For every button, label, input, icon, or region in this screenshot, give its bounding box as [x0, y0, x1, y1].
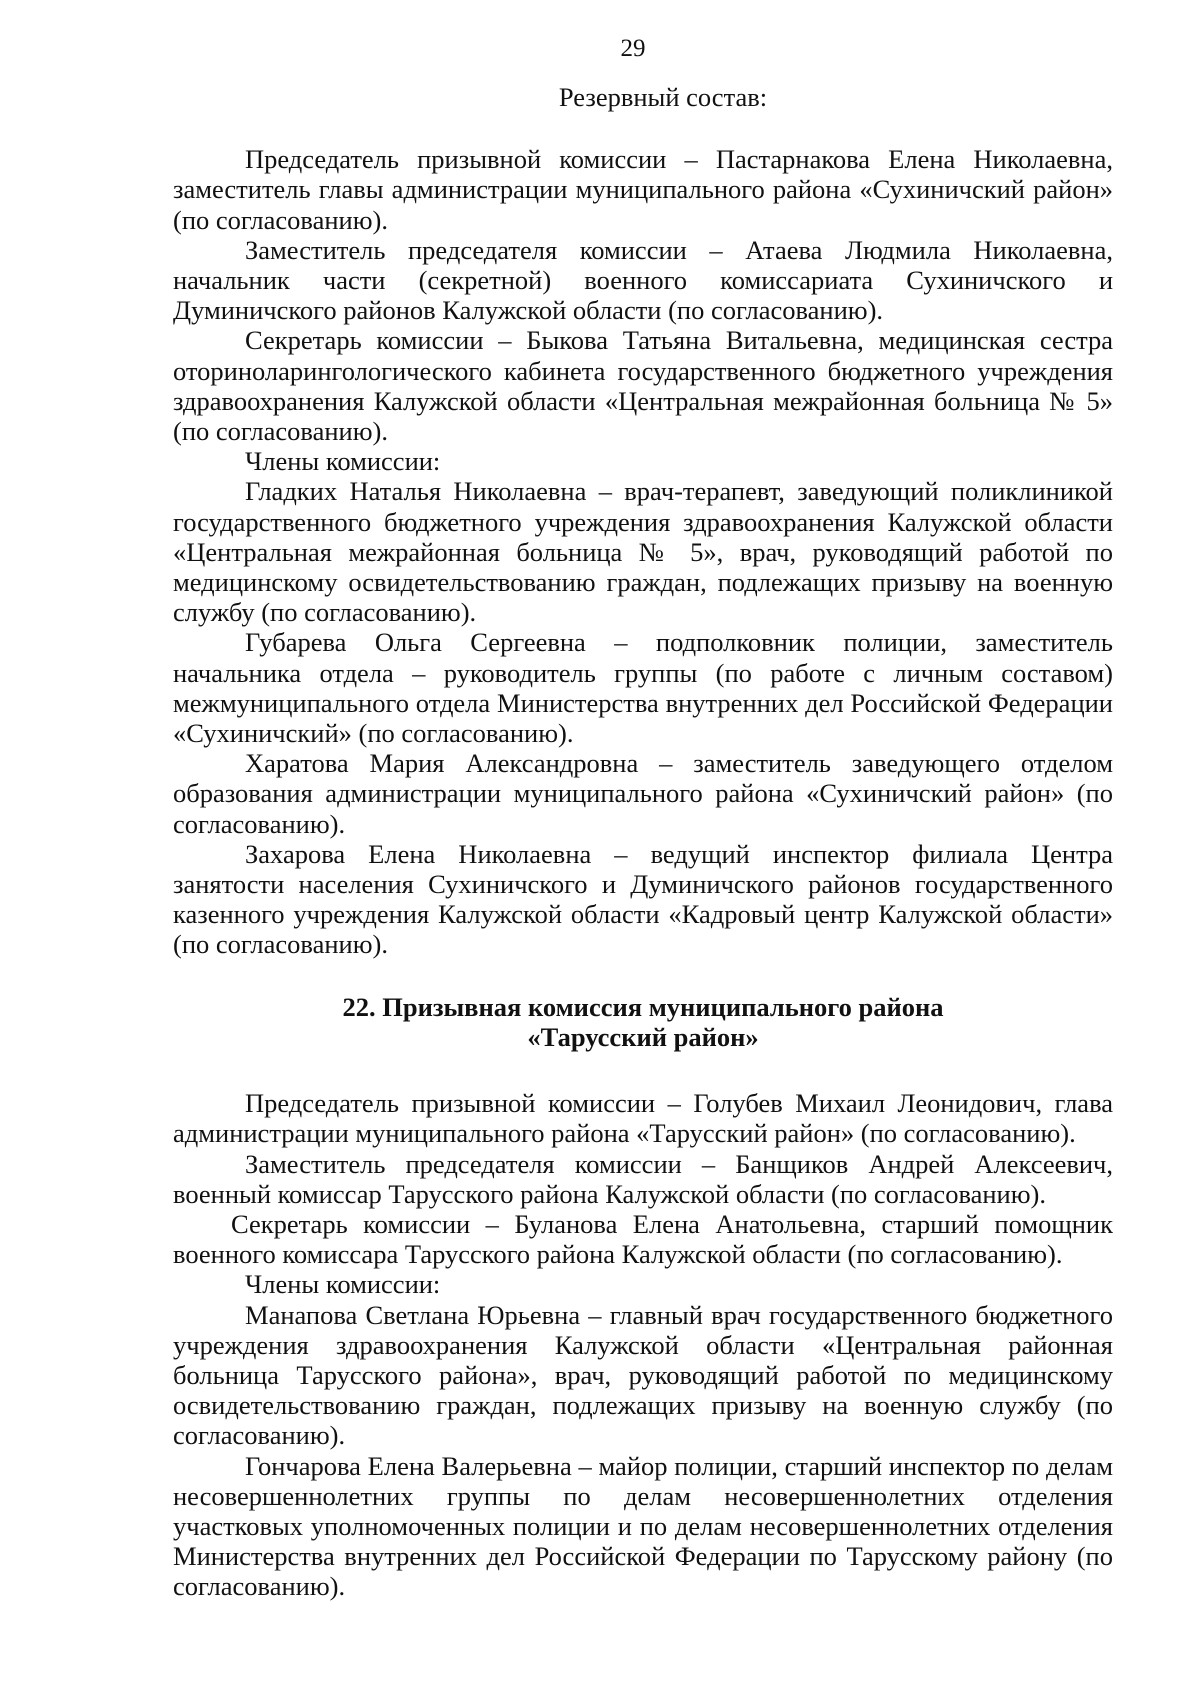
- reserve-member: Харатова Мария Александровна – заместитель заведующего отделом образования администрации муниципального района «Сухиничский район» (по согласованию).: [173, 748, 1113, 839]
- reserve-members-label: Члены комиссии:: [245, 446, 441, 477]
- section-22-member: Гончарова Елена Валерьевна – майор полиции, старший инспектор по делам несовершеннолетних группы по делам несовершеннолетних отделения участковых уполномоченных полиции и по делам несовершеннолетних отделения Министерства внутренних дел Российской Федерации по Тарусскому району (по согласованию).: [173, 1450, 1113, 1602]
- reserve-deputy: Заместитель председателя комиссии – Атаева Людмила Николаевна, начальник части (секретной) военного комиссариата Сухиничского и Думиничского районов Калужской области (по согласованию).: [173, 234, 1113, 326]
- section-22-secretary: Секретарь комиссии – Буланова Елена Анатольевна, старший помощник военного комиссара Тарусского района Калужской области (по согласованию).: [173, 1208, 1113, 1270]
- reserve-chairman: Председатель призывной комиссии – Пастарнакова Елена Николаевна, заместитель главы администрации муниципального района «Сухиничский район» (по согласованию).: [173, 144, 1113, 235]
- page-number: 29: [620, 35, 646, 62]
- section-22-composition: [173, 1088, 1113, 1601]
- section-22-title-line1: 22. Призывная комиссия муниципального района: [342, 991, 944, 1022]
- section-22-title: [173, 992, 1113, 1052]
- section-22-members-label: Члены комиссии:: [245, 1269, 441, 1300]
- reserve-secretary: Секретарь комиссии – Быкова Татьяна Витальевна, медицинская сестра оториноларингологического кабинета государственного бюджетного учреждения здравоохранения Калужской области «Центральная межрайонная больница № 5» (по согласованию).: [173, 325, 1113, 447]
- document-body: [173, 82, 1113, 1602]
- reserve-composition: [173, 144, 1113, 959]
- reserve-member: Гладких Наталья Николаевна – врач-терапевт, заведующий поликлиникой государственного бюджетного учреждения здравоохранения Калужской области «Центральная межрайонная больница № 5», врач, руководящий работой по медицинскому освидетельствованию граждан, подлежащих призыву на военную службу (по согласованию).: [173, 476, 1113, 628]
- reserve-member: Захарова Елена Николаевна – ведущий инспектор филиала Центра занятости населения Сухиничского и Думиничского районов государственного казенного учреждения Калужской области «Кадровый центр Калужской области» (по согласованию).: [173, 838, 1113, 960]
- section-22-title-line2: «Тарусский район»: [527, 1021, 759, 1052]
- reserve-heading: Резервный состав:: [558, 82, 768, 112]
- reserve-member: Губарева Ольга Сергеевна – подполковник полиции, заместитель начальника отдела – руководитель группы (по работе с личным составом) межмуниципального отдела Министерства внутренних дел Российской Федерации «Сухиничский» (по согласованию).: [173, 627, 1113, 749]
- section-22-member: Манапова Светлана Юрьевна – главный врач государственного бюджетного учреждения здравоохранения Калужской области «Центральная районная больница Тарусского района», врач, руководящий работой по медицинскому освидетельствованию граждан, подлежащих призыву на военную службу (по согласованию).: [173, 1299, 1113, 1451]
- section-22-chairman: Председатель призывной комиссии – Голубев Михаил Леонидович, глава администрации муниципального района «Тарусский район» (по согласованию).: [173, 1088, 1113, 1149]
- section-22-deputy: Заместитель председателя комиссии – Банщиков Андрей Алексеевич, военный комиссар Тарусского района Калужской области (по согласованию).: [173, 1148, 1113, 1209]
